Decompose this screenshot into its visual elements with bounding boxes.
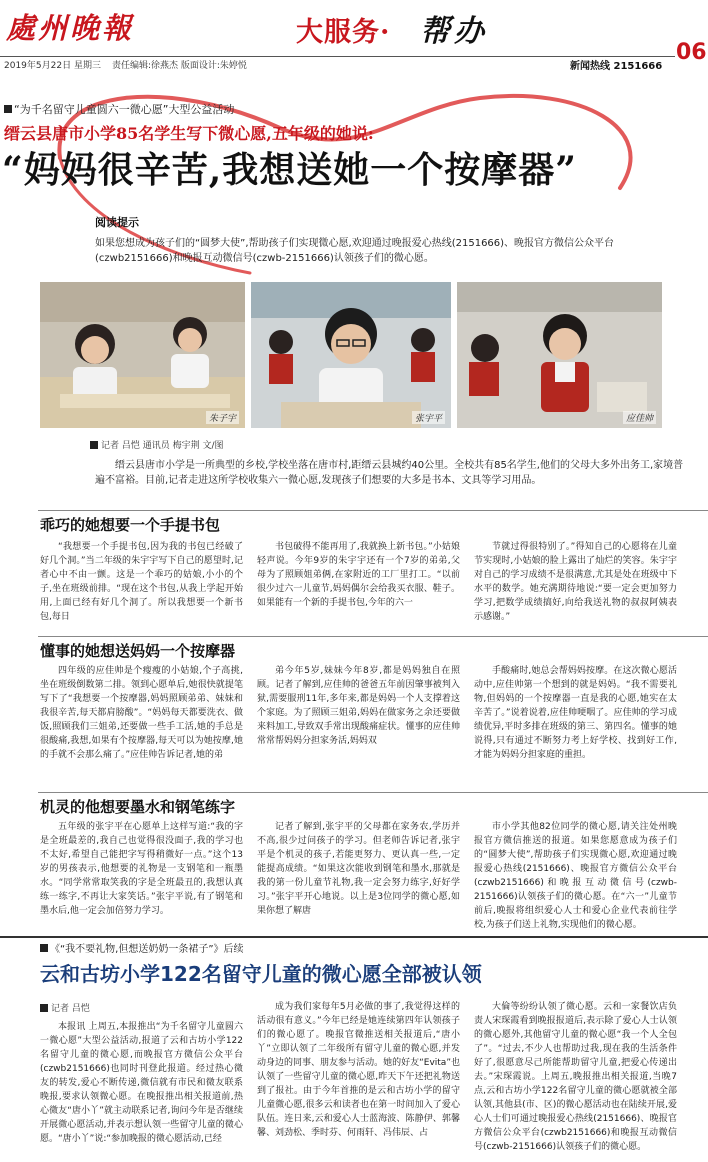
section-title: 大服务·: [296, 17, 391, 48]
follow-up-body: [40, 1000, 708, 1154]
story-column: [474, 820, 677, 932]
story-column: [257, 1000, 460, 1154]
reading-guide-label: 阅读提示: [95, 216, 139, 229]
photo-caption: 应佳帅: [623, 411, 656, 424]
follow-up-kicker: [40, 940, 244, 955]
story-body-3: [40, 820, 708, 932]
story-column: [257, 540, 460, 624]
classroom-photo-3: [457, 282, 662, 428]
story-title-1: 乖巧的她想要一个手提书包: [40, 516, 221, 534]
newspaper-brand: 處州晚報: [6, 11, 135, 45]
story-paragraph: 市小学其他82位同学的微心愿,请关注处州晚报官方微信推送的报道。如果您愿意成为孩子们的“圆梦大使”,帮助孩子们实现微心愿,欢迎通过晚报爱心热线(2151666)、晚报官方微信公众平台(czwb2151666)和晚报互动微信号(czwb-2151666)认领孩子们的微心愿。在“六一”儿童节前后,晚报将组织爱心人士和爱心企业代表前往学校,为孩子们送上礼物,实现他们的微心愿。: [474, 822, 677, 930]
story-paragraph: 五年级的张宇平在心愿单上这样写道:“我的字是全班最差的,我自己也觉得很没面子,我的学习也不太好,希望自己能把字写得稍微好一点。”这个13岁的男孩表示,他想要的礼物是一支钢笔和一瓶墨水。“同学常常取笑我的字是全班最丑的,我想认真练一练字,不再让大家笑话。”张宇平说,有了钢笔和墨水后,他一定会加倍努力学习。: [40, 822, 243, 916]
lead-intro: 缙云县唐市小学是一所典型的乡校,学校坐落在唐市村,距缙云县城约40公里。全校共有85名学生,他们的父母大多外出务工,家境普遍不富裕。目前,记者走进这所学校收集六一微心愿,发现孩子们想要的大多是书本、文具等学习用品。: [95, 460, 684, 486]
story-column: [40, 664, 243, 762]
follow-up-divider: [0, 936, 708, 938]
classroom-photo-2: [251, 282, 451, 428]
story-paragraph: 书包破得不能再用了,我就换上新书包。”小姑娘轻声说。今年9岁的朱宇宇还有一个7岁的弟弟,父母为了照顾姐弟俩,在家附近的工厂里打工。“以前很少过六一儿童节,妈妈偶尔会给我买衣服、鞋子。如果能有一个新的手提书包,今年的六一: [257, 542, 460, 608]
photo-student-1: [40, 282, 245, 428]
photo-student-3: [457, 282, 662, 428]
story-column: [40, 540, 243, 624]
story-paragraph: 本报讯 上周五,本报推出“为千名留守儿童圆六一微心愿”大型公益活动,报道了云和古坊小学122名留守儿童的微心愿,而晚报官方微信公众平台(czwb2151666)也同时刊登此报道。经过热心微友的转发,爱心不断传递,微信就有市民和微友联系晚报,要求认领微心愿。在晚报推出相关报道前,热心微友“唐小丫”就主动联系记者,询问今年是否继续开展微心愿活动,并表示想认领一些留守儿童的微心愿。“唐小丫”说:“参加晚报的微心愿活动,已经: [40, 1022, 243, 1144]
lead-byline: [90, 438, 223, 451]
campaign-kicker-text: “为千名留守儿童圆六一微心愿”大型公益活动: [14, 103, 235, 116]
lead-byline-text: 记者 吕恺 通讯员 梅宇荆 文/图: [101, 441, 224, 451]
square-bullet-icon: [4, 105, 12, 113]
follow-up-kicker-text: 《“我不要礼物,但想送奶奶一条裙子”》后续: [50, 944, 244, 955]
story-column: [474, 1000, 677, 1154]
masthead: [0, 0, 708, 72]
editor-credit: 责任编辑:徐燕杰 版面设计:朱婷悦: [112, 61, 247, 71]
story-paragraph: 大倫等纷纷认领了微心愿。云和一家餐饮店负责人宋琛霞看到晚报报道后,表示除了爱心人士认领的微心愿外,其他留守儿童的微心愿“我一个人全包了”。“过去,不少人也帮助过我,现在我的生活条件好了,很愿意尽己所能帮助留守儿童,把爱心传递出去。”宋琛霞说。上周五,晚报推出相关报道,当晚7点,云和古坊小学122名留守儿童的微心愿就被全部认领,其他县(市、区)的微心愿活动也在陆续开展,爱心人士们可通过晚报爱心热线(2151666)、晚报官方微信公众平台(czwb2151666)和晚报互动微信号(czwb-2151666)认领孩子们的微心愿。: [474, 1002, 677, 1152]
story-paragraph: 记者了解到,张宇平的父母都在家务农,学历并不高,很少过问孩子的学习。但老师告诉记者,张宇平是个机灵的孩子,若能更努力、更认真一些,一定能提高成绩。“如果这次能收到钢笔和墨水,那就是我的第一份儿童节礼物,我一定会努力练字,好好学习。”张宇平开心地说。以上是3位同学的微心愿,如果你想了解唐: [257, 822, 460, 916]
photo-caption: 张宇平: [412, 411, 445, 424]
follow-up-byline: [40, 1002, 243, 1016]
follow-up-headline: 云和古坊小学122名留守儿童的微心愿全部被认领: [40, 962, 482, 986]
photo-student-2: [251, 282, 451, 428]
reading-guide-text: 如果您想成为孩子们的“圆梦大使”,帮助孩子们实现微心愿,欢迎通过晚报爱心热线(2151666)、晚报官方微信公众平台(czwb2151666)和晚报互动微信号(czwb-2151666)认领孩子们的微心愿。: [95, 238, 615, 264]
news-hotline: 新闻热线 2151666: [570, 61, 663, 72]
follow-up-byline-text: 记者 吕恺: [51, 1004, 90, 1014]
story-paragraph: 节就过得很特别了。”得知自己的心愿将在儿童节实现时,小姑娘的脸上露出了灿烂的笑容。朱宇宇对自己的学习成绩不是很满意,尤其是处在班级中下水平的数学。她充满期待地说:“要一定会更加努力学习,把数学成绩搞好,向给我送礼物的叔叔阿姨表示感谢。”: [474, 542, 677, 622]
story-column: [40, 820, 243, 932]
story-divider: [38, 510, 708, 511]
page-number: 06: [676, 40, 707, 65]
story-title-2: 懂事的她想送妈妈一个按摩器: [40, 642, 236, 660]
story-column: [40, 1000, 243, 1154]
story-paragraph: 四年级的应佳帅是个瘦瘦的小姑娘,个子高挑,坐在班级倒数第二排。领到心愿单后,她很快就提笔写下了“我想要一个按摩器,妈妈照顾弟弟、妹妹和我很辛苦,每天都肩膀酸”。“妈妈每天都要洗衣、做饭,照顾我们三姐弟,还要做一些手工活,她的手总是很酸痛,我想,如果有个按摩器,每天可以为她按摩,她的手就不会那么痛了。”应佳帅告诉记者,她的弟: [40, 666, 243, 760]
photo-caption: 朱子宇: [206, 411, 239, 424]
story-paragraph: 手酸痛时,她总会帮妈妈按摩。在这次微心愿活动中,应佳帅第一个想到的就是妈妈。“我不需要礼物,但妈妈的一个按摩器一直是我的心愿,她实在太辛苦了。”说着说着,应佳帅哽咽了。应佳帅的学习成绩优异,平时多排在班级的第三、第四名。懂事的她说得,只有通过不断努力考上好学校、找到好工作,才能为妈妈分担家庭的重担。: [474, 666, 677, 760]
story-column: [257, 820, 460, 932]
lead-headline: “妈妈很辛苦,我想送她一个按摩器”: [2, 149, 577, 191]
story-column: [474, 664, 677, 762]
square-bullet-icon: [40, 1004, 48, 1012]
story-title-3: 机灵的他想要墨水和钢笔练字: [40, 798, 236, 816]
lead-subhead: 缙云县唐市小学85名学生写下微心愿,五年级的她说:: [4, 124, 374, 143]
story-divider: [38, 792, 708, 793]
story-body-1: [40, 540, 708, 624]
section-subtitle: 帮办: [420, 14, 488, 49]
story-paragraph: “我想要一个手提书包,因为我的书包已经破了好几个洞。”当二年级的朱宇宇写下自己的愿望时,记者心中不由一颤。这是一个乖巧的姑娘,小小的个子,坐在班级前排。“现在这个书包,从我上学起开始用,上面已经有好几个洞了。所以我想要一个新书包,每日: [40, 542, 243, 622]
classroom-photo-1: [40, 282, 245, 428]
square-bullet-icon: [40, 944, 48, 952]
story-paragraph: 弟今年5岁,妹妹今年8岁,都是妈妈独自在照顾。记者了解到,应佳帅的爸爸五年前因肇事被判入狱,需要服刑11年,多年来,都是妈妈一个人支撑着这个家庭。为了照顾三姐弟,妈妈在做家务之余还要做来料加工,导致双手常出现酸痛症状。懂事的应佳帅常常帮妈妈分担家务活,妈妈双: [257, 666, 460, 746]
square-bullet-icon: [90, 441, 98, 449]
campaign-kicker: [4, 101, 234, 117]
story-divider: [38, 636, 708, 637]
issue-date: 2019年5月22日 星期三: [4, 61, 101, 71]
story-column: [474, 540, 677, 624]
story-column: [257, 664, 460, 762]
story-paragraph: 成为我们家每年5月必做的事了,我觉得这样的活动很有意义。”今年已经是她连续第四年认领孩子们的微心愿了。晚报官微推送相关报道后,“唐小丫”立即认领了二年级所有留守儿童的微心愿,并发动身边的同事、朋友参与活动。她的好友“Evita”也认领了一些留守儿童的微心愿,昨天下午还把礼物送到了报社。由于今年首推的是云和古坊小学的留守儿童微心愿,很多云和读者也在第一时间加入了爱心队伍。连日来,云和爱心人士蓝海波、陈静伊、郭馨馨、刘劲松、季时芬、何雨轩、冯伟辰、占: [257, 1002, 460, 1138]
story-body-2: [40, 664, 708, 762]
